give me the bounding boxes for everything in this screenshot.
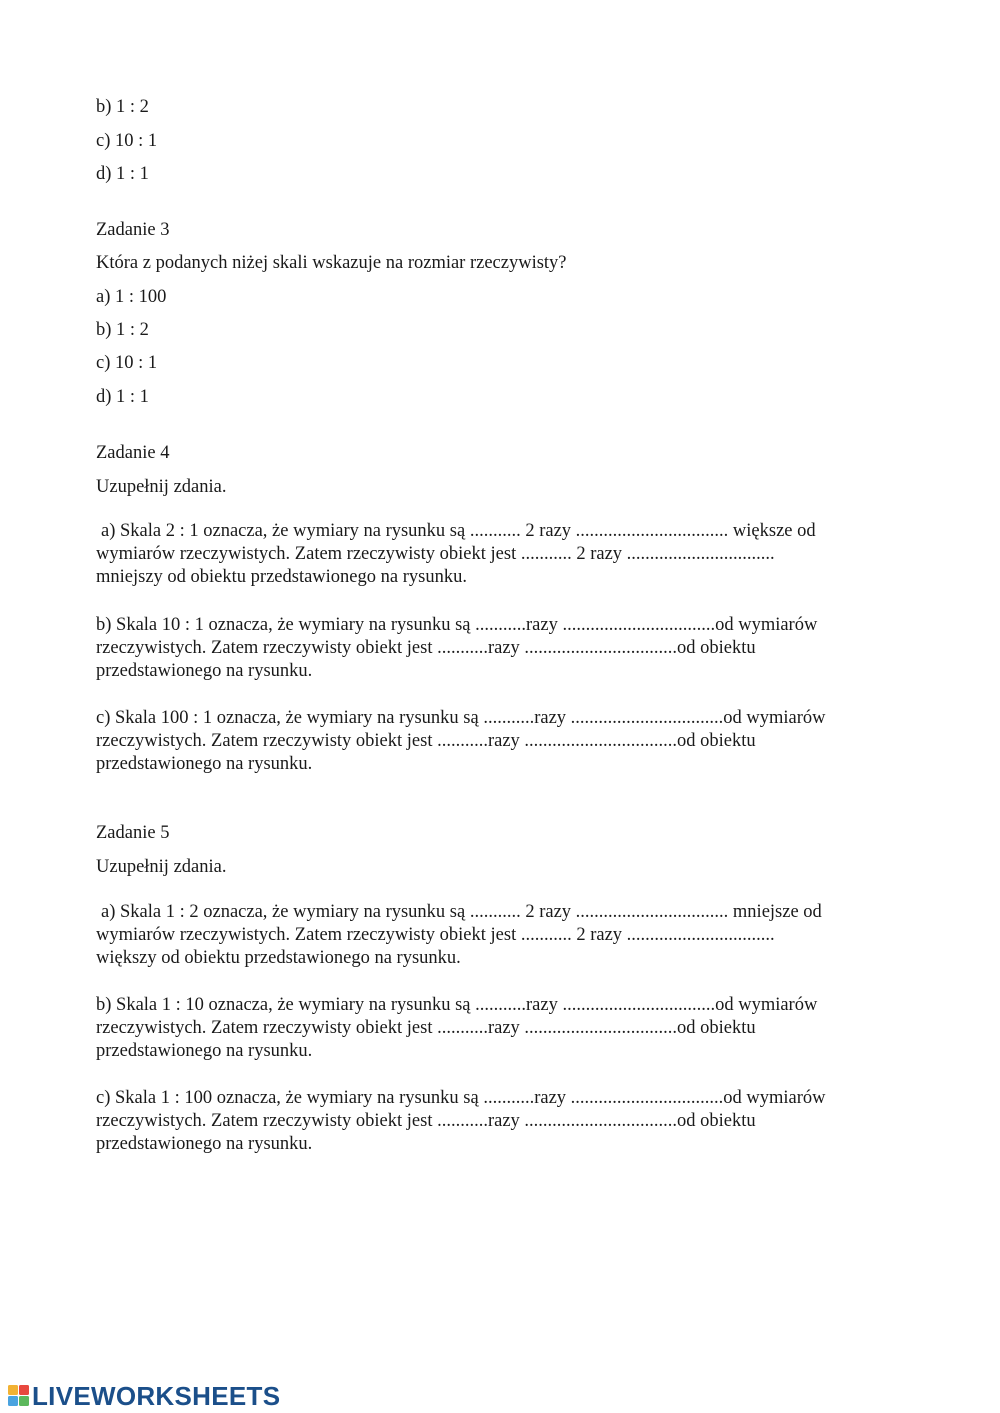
task4-instruction: Uzupełnij zdania. [96,477,227,497]
task4-item-b-line: przedstawionego na rysunku. [96,661,313,682]
task3-option-b: b) 1 : 2 [96,320,149,340]
option-d: d) 1 : 1 [96,164,149,184]
task4-item-a [96,520,896,590]
task5-instruction: Uzupełnij zdania. [96,857,227,877]
task5-item-b-line: przedstawionego na rysunku. [96,1041,313,1062]
task4-item-c-line: rzeczywistych. Zatem rzeczywisty obiekt jest ...........razy .................................od obiektu [96,731,756,752]
task3-title: Zadanie 3 [96,220,170,240]
task4-item-a-line: wymiarów rzeczywistych. Zatem rzeczywisty obiekt jest ........... 2 razy ................................ [96,544,775,565]
liveworksheets-logo [8,1380,281,1411]
task5-item-c [96,1087,896,1157]
task5-item-c-line: przedstawionego na rysunku. [96,1134,313,1155]
task3-option-c: c) 10 : 1 [96,353,158,373]
option-b: b) 1 : 2 [96,97,149,117]
task5-item-b-line: b) Skala 1 : 10 oznacza, że wymiary na rysunku są ...........razy .................................od wymiarów [96,995,818,1015]
logo-text: LIVEWORKSHEETS [32,1380,281,1411]
task5-title: Zadanie 5 [96,823,170,843]
task5-item-b-line: rzeczywistych. Zatem rzeczywisty obiekt jest ...........razy .................................od obiektu [96,1018,756,1039]
task5-item-c-line: c) Skala 1 : 100 oznacza, że wymiary na rysunku są ...........razy .................................od wymiarów [96,1088,826,1108]
task4-item-c-line: przedstawionego na rysunku. [96,754,313,775]
task3-question: Która z podanych niżej skali wskazuje na rozmiar rzeczywisty? [96,253,567,273]
task4-item-a-line: mniejszy od obiektu przedstawionego na rysunku. [96,567,467,588]
task5-item-b [96,994,896,1064]
task4-item-b-line: b) Skala 10 : 1 oznacza, że wymiary na rysunku są ...........razy .................................od wymiarów [96,615,818,635]
task3-option-d: d) 1 : 1 [96,387,149,407]
task4-item-b [96,614,896,684]
worksheet-blocks-icon [8,1385,30,1407]
task5-item-c-line: rzeczywistych. Zatem rzeczywisty obiekt jest ...........razy .................................od obiektu [96,1111,756,1132]
task4-item-a-line: a) Skala 2 : 1 oznacza, że wymiary na rysunku są ........... 2 razy ................................. większe od [101,521,816,541]
task4-title: Zadanie 4 [96,443,170,463]
task5-item-a [96,901,896,971]
task4-item-c-line: c) Skala 100 : 1 oznacza, że wymiary na rysunku są ...........razy .................................od wymiarów [96,708,826,728]
task4-item-c [96,707,896,777]
task5-item-a-line: wymiarów rzeczywistych. Zatem rzeczywisty obiekt jest ........... 2 razy ................................ [96,925,775,946]
task5-item-a-line: większy od obiektu przedstawionego na rysunku. [96,948,461,969]
task3-option-a: a) 1 : 100 [96,287,167,307]
task5-item-a-line: a) Skala 1 : 2 oznacza, że wymiary na rysunku są ........... 2 razy ................................. mniejsze od [101,902,822,922]
task4-item-b-line: rzeczywistych. Zatem rzeczywisty obiekt jest ...........razy .................................od obiektu [96,638,756,659]
option-c: c) 10 : 1 [96,131,158,151]
